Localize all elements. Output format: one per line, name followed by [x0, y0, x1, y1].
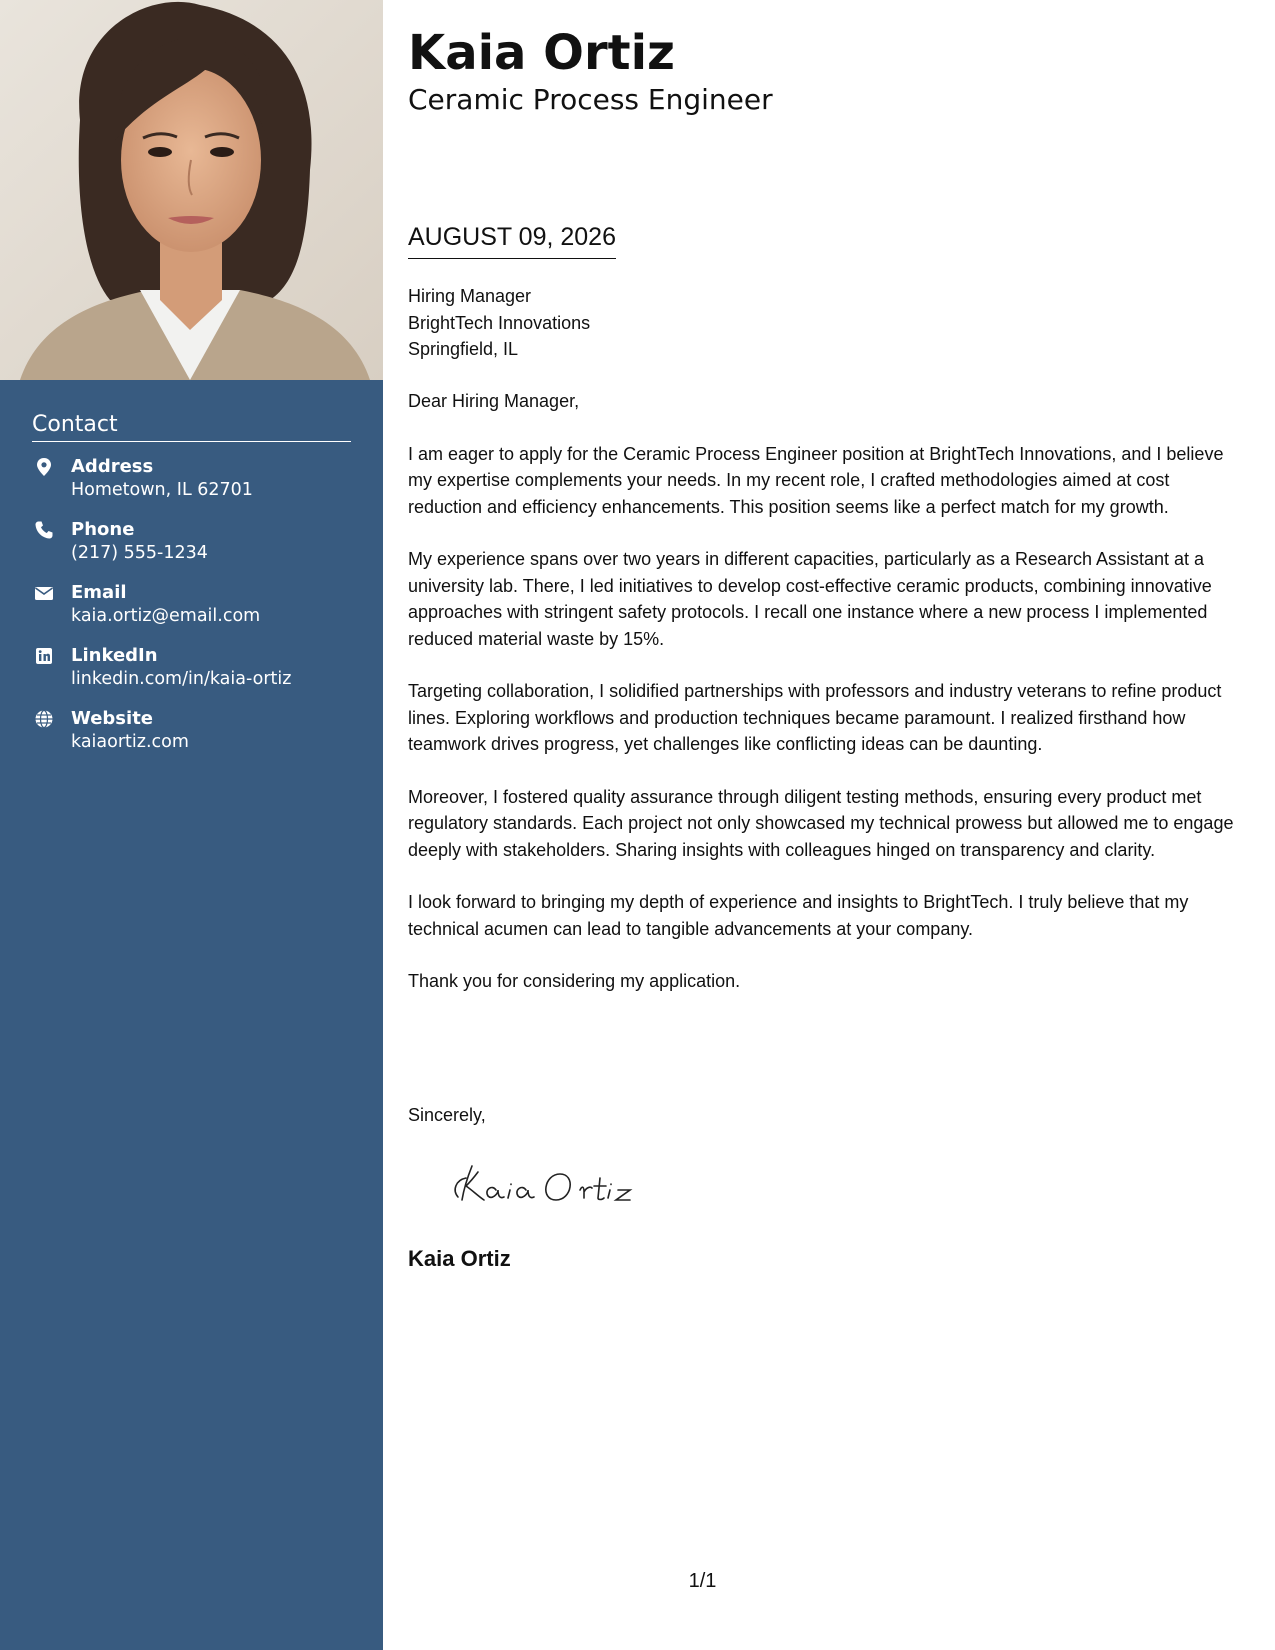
contact-value: kaiaortiz.com — [71, 732, 189, 752]
contact-item-phone — [32, 519, 351, 582]
envelope-icon — [34, 583, 54, 603]
recipient-line: Hiring Manager — [408, 286, 532, 306]
recipient-line: Springfield, IL — [408, 339, 519, 359]
applicant-name: Kaia Ortiz — [408, 25, 675, 81]
letter-date: AUGUST 09, 2026 — [408, 222, 616, 259]
contact-heading: Contact — [32, 412, 351, 442]
body-paragraph: Targeting collaboration, I solidified partnerships with professors and industry veterans to refine product lines. Exploring workflows and production techniques became paramount. I realized firsthand how teamwork drives progress, yet challenges like conflicting ideas can be daunting. — [408, 681, 1222, 754]
profile-photo — [0, 0, 383, 380]
globe-icon — [34, 709, 54, 729]
sidebar — [0, 0, 383, 1650]
contact-label: Website — [71, 708, 154, 729]
location-pin-icon — [34, 457, 54, 477]
contact-item-email — [32, 582, 351, 645]
recipient-line: BrightTech Innovations — [408, 312, 591, 333]
page-number: 1/1 — [688, 1570, 717, 1592]
portrait-image — [0, 0, 383, 380]
contact-value: (217) 555-1234 — [71, 543, 208, 563]
contact-item-address — [32, 456, 351, 519]
contact-label: LinkedIn — [71, 645, 158, 666]
contact-label: Address — [71, 456, 154, 477]
contact-label: Phone — [71, 519, 135, 540]
body-paragraph: Moreover, I fostered quality assurance through diligent testing methods, ensuring every product met regulatory standards. Each project not only showcased my technical prowess but allowed me to engage deeply with stakeholders. Sharing insights with colleagues hinged on transparency and clarity. — [408, 786, 1234, 860]
contact-item-website — [32, 708, 351, 771]
phone-icon — [34, 520, 54, 540]
signed-name: Kaia Ortiz — [408, 1246, 511, 1271]
linkedin-icon — [34, 646, 54, 666]
body-paragraph: I look forward to bringing my depth of experience and insights to BrightTech. I truly believe that my technical acumen can lead to tangible advancements at your company. — [408, 892, 1189, 939]
contact-value: kaia.ortiz@email.com — [71, 606, 261, 626]
body-paragraph: Thank you for considering my application. — [408, 971, 741, 991]
contact-value: Hometown, IL 62701 — [71, 480, 253, 500]
contact-value: linkedin.com/in/kaia-ortiz — [71, 669, 292, 689]
salutation: Dear Hiring Manager, — [408, 391, 580, 411]
recipient-address — [408, 283, 590, 363]
letter-body — [408, 388, 1244, 1021]
job-title: Ceramic Process Engineer — [408, 83, 773, 116]
contact-item-linkedin — [32, 645, 351, 708]
signature-image — [448, 1152, 638, 1217]
closing: Sincerely, — [408, 1105, 486, 1125]
contact-label: Email — [71, 582, 127, 603]
body-paragraph: I am eager to apply for the Ceramic Process Engineer position at BrightTech Innovations, and I believe my expertise complements your needs. In my recent role, I crafted methodologies aimed at cost reduction and efficiency enhancements. This position seems like a perfect match for my growth. — [408, 443, 1224, 517]
contact-section — [32, 412, 351, 771]
body-paragraph: My experience spans over two years in different capacities, particularly as a Research Assistant at a university lab. There, I led initiatives to develop cost-effective ceramic products, combining innovative approaches with stringent safety protocols. I recall one instance where a new process I implemented reduced material waste by 15%. — [408, 549, 1212, 649]
